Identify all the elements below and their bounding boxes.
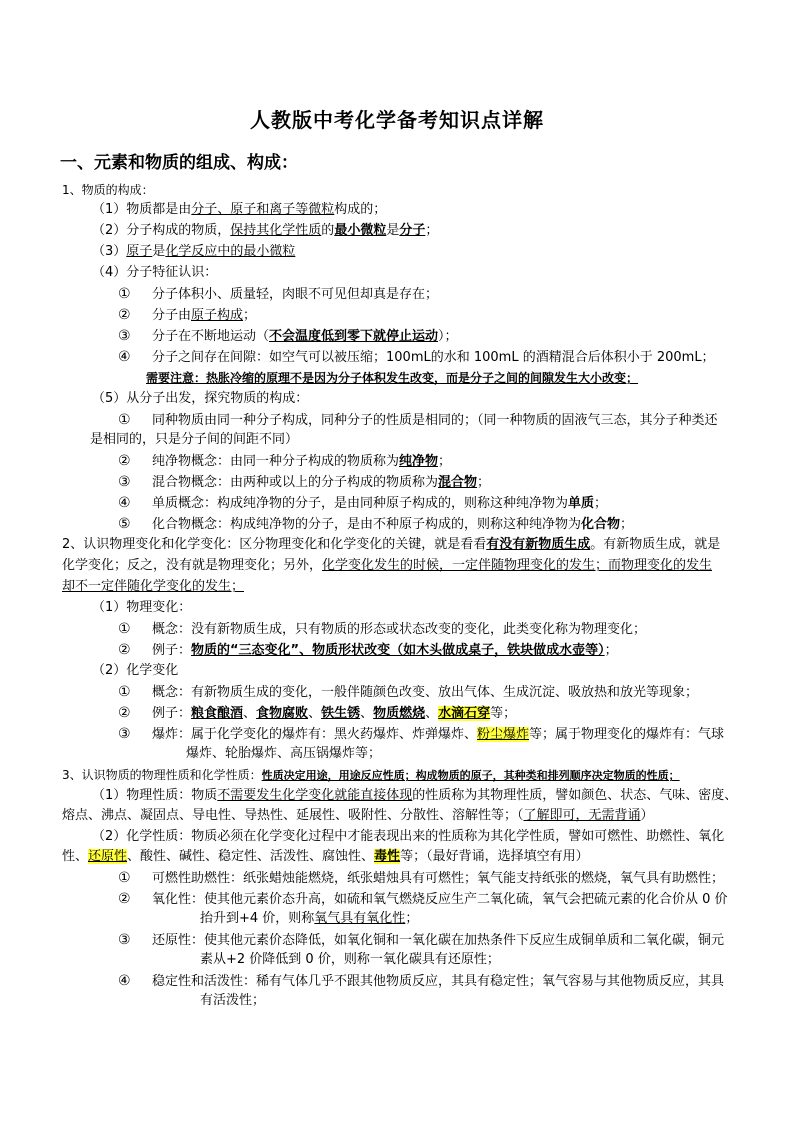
text: （1）物理性质：物质 xyxy=(92,788,218,803)
text: 2、认识物理变化和化学变化：区分物理变化和化学变化的关键，就是看看 xyxy=(62,537,487,552)
bold-text: 最小微粒 xyxy=(334,223,387,238)
text: （1）物质都是由 xyxy=(92,202,192,217)
text: 3、认识物质的物理性质和化学性质： xyxy=(62,768,262,782)
circled-number: ③ xyxy=(118,474,131,490)
highlighted-text: 水滴石穿 xyxy=(438,706,491,721)
circled-number: ② xyxy=(118,891,131,907)
list-item-continuation xyxy=(200,909,418,929)
paragraph-line xyxy=(62,556,712,576)
text: ； xyxy=(405,911,419,926)
text: 是 xyxy=(386,223,400,238)
circled-number: ② xyxy=(118,307,131,323)
list-item xyxy=(118,619,646,640)
text: 是 xyxy=(152,244,166,259)
bold-text: 化合物 xyxy=(581,517,621,532)
bold-text: 铁生锈 xyxy=(321,706,361,721)
circled-number: ① xyxy=(118,412,131,428)
text: 还原性：使其他元素价态降低，如氧化铜和一氧化碳在加热条件下反应生成铜单质和二氧化碳，铜元 xyxy=(152,933,725,948)
text: 概念：没有新物质生成，只有物质的形态或状态改变的变化，此类变化称为物理变化； xyxy=(152,622,647,637)
list-item xyxy=(118,305,256,326)
list-item xyxy=(118,889,728,910)
text: 例子： xyxy=(152,643,192,658)
text: 分子体积小、质量轻，肉眼不可见但却真是存在； xyxy=(152,287,439,302)
bold-text: 分子 xyxy=(399,223,426,238)
list-item xyxy=(118,724,724,745)
circled-number: ④ xyxy=(118,973,131,989)
highlighted-text: 还原性 xyxy=(88,849,128,864)
circled-number: ① xyxy=(118,286,131,302)
circled-number: ① xyxy=(118,684,131,700)
bold-text: 有没有新物质生成 xyxy=(486,537,591,552)
bold-text: 性质决定用途，用途反应性质；构成物质的原子，其种类和排列顺序决定物质的性质； xyxy=(261,769,680,782)
list-item xyxy=(118,682,698,703)
text: 。有新物质生成，就是 xyxy=(590,537,721,552)
list-item xyxy=(118,971,724,992)
circled-number: ③ xyxy=(118,726,131,742)
text: 化合物概念：构成纯净物的分子，是由不种原子构成的，则称这种纯净物为 xyxy=(152,517,582,532)
underlined-text: 保持其化学性质 xyxy=(230,223,322,238)
underlined-text: 了解即可，无需背诵 xyxy=(523,808,641,823)
sub-heading: （1）物理变化： xyxy=(92,600,192,615)
underlined-text: 不需要发生化学变化就能直接体现 xyxy=(217,788,413,803)
text: 、酸性、碱性、稳定性、活泼性、腐蚀性、 xyxy=(127,849,375,864)
line-1-3 xyxy=(92,242,295,262)
text: 单质概念：构成纯净物的分子，是由同种原子构成的，则称这种纯净物为 xyxy=(152,496,569,511)
text: ； xyxy=(594,496,608,511)
bold-text: 物质的“三态变化”、物质形状改变（如木头做成桌子，铁块做成水壶等） xyxy=(191,643,605,658)
underlined-text: 原子构成 xyxy=(191,308,244,323)
underlined-text: 原子 xyxy=(126,244,153,259)
text: 概念：有新物质生成的变化，一般伴随颜色改变、放出气体、生成沉淀、吸放热和放光等现象； xyxy=(152,685,699,700)
paragraph-line xyxy=(62,806,654,826)
underlined-text: 氧气具有氧化性 xyxy=(314,911,406,926)
subsection-1-heading: 1、物质的构成： xyxy=(62,183,154,197)
paragraph-line: 却不一定伴随化学变化的发生； xyxy=(62,579,245,594)
circled-number: ③ xyxy=(118,328,131,344)
list-item xyxy=(118,451,451,472)
page-title: 人教版中考化学备考知识点详解 xyxy=(250,108,544,132)
circled-number: ② xyxy=(118,453,131,469)
text: ）； xyxy=(438,329,458,344)
text: 熔点、沸点、凝固点、导电性、导热性、延展性、吸附性、分散性、溶解性等；（ xyxy=(62,808,524,823)
text: 同种物质由同一种分子构成，同种分子的性质是相同的；（同一种物质的固液气三态，其分子种类还 xyxy=(152,413,718,428)
text: 等；属于物理变化的爆炸有：气球 xyxy=(529,727,725,742)
list-item xyxy=(118,284,438,305)
list-item xyxy=(118,868,724,889)
list-item xyxy=(118,410,718,431)
circled-number: ② xyxy=(118,705,131,721)
text: 构成的； xyxy=(334,202,387,217)
text: ； xyxy=(425,223,439,238)
highlighted-text: 粉尘爆炸 xyxy=(477,727,530,742)
circled-number: ③ xyxy=(118,932,131,948)
highlighted-text: 毒性 xyxy=(374,849,401,864)
list-item xyxy=(118,472,490,493)
text: 、 xyxy=(308,706,322,721)
bold-text: 单质 xyxy=(568,496,595,511)
sub-heading: （2）化学变化 xyxy=(92,663,179,678)
text: 的性质称为其物理性质，譬如颜色、状态、气味、密度、 xyxy=(412,788,738,803)
list-item-continuation: 爆炸、轮胎爆炸、高压锅爆炸等； xyxy=(186,746,382,761)
text: 混合物概念：由两种或以上的分子构成的物质称为 xyxy=(152,475,439,490)
bold-text: 不会温度低到零下就停止运动 xyxy=(269,329,439,344)
text: 爆炸：属于化学变化的爆炸有：黑火药爆炸、炸弹爆炸、 xyxy=(152,727,478,742)
list-item xyxy=(118,930,724,951)
paragraph-line xyxy=(92,786,737,806)
list-item-continuation: 有活泼性； xyxy=(200,993,266,1008)
text: 等； xyxy=(490,706,517,721)
text: 例子： xyxy=(152,706,192,721)
text: 、 xyxy=(360,706,374,721)
text: 纯净物概念：由同一种分子构成的物质称为 xyxy=(152,454,400,469)
text: 性、 xyxy=(62,849,89,864)
list-item xyxy=(118,493,607,514)
circled-number: ⑤ xyxy=(118,516,131,532)
underlined-text: 化学反应中的最小微粒 xyxy=(165,244,296,259)
underlined-text: 分子、原子和离子等微粒 xyxy=(191,202,335,217)
bold-text: 食物腐败 xyxy=(256,706,309,721)
line-1-4: （4）分子特征认识： xyxy=(92,265,218,280)
section-heading-1: 一、元素和物质的组成、构成： xyxy=(60,153,298,173)
list-item xyxy=(118,347,715,368)
paragraph-line: （2）化学性质：物质必须在化学变化过程中才能表现出来的性质称为其化学性质，譬如可燃性、助燃性、氧化 xyxy=(92,829,725,844)
bold-text: 纯净物 xyxy=(399,454,439,469)
list-item xyxy=(118,703,516,724)
bold-text: 物质燃烧 xyxy=(373,706,426,721)
text: 化学变化；反之，没有就是物理变化；另外， xyxy=(62,558,323,573)
bold-text: 粮食酿酒 xyxy=(191,706,244,721)
line-1-5: （5）从分子出发，探究物质的构成： xyxy=(92,391,309,406)
text: 分子在不断地运动（ xyxy=(152,329,270,344)
text: 抬升到+4 价，则称 xyxy=(200,911,315,926)
paragraph-line xyxy=(62,847,589,867)
list-item xyxy=(118,514,633,535)
text: ； xyxy=(477,475,491,490)
list-item xyxy=(118,640,618,661)
text: 、 xyxy=(243,706,257,721)
line-1-2 xyxy=(92,221,438,241)
text: 分子之间存在间隙：如空气可以被压缩；100mL的水和 100mL 的酒精混合后体积小于 200mL； xyxy=(152,350,715,365)
line-1-1 xyxy=(92,200,386,220)
text: （2）分子构成的物质， xyxy=(92,223,231,238)
text: 、 xyxy=(425,706,439,721)
underlined-text: 化学变化发生的时候，一定伴随物理变化的发生；而物理变化的发生 xyxy=(322,558,713,573)
circled-number: ① xyxy=(118,870,131,886)
bold-text: 混合物 xyxy=(438,475,478,490)
text: 氧化性：使其他元素价态升高，如硫和氧气燃烧反应生产二氧化硫，氧气会把硫元素的化合价从 0 价 xyxy=(152,892,728,907)
text: 可燃性助燃性：纸张蜡烛能燃烧，纸张蜡烛具有可燃性；氧气能支持纸张的燃烧，氧气具有助燃性； xyxy=(152,871,725,886)
text: 分子由 xyxy=(152,308,192,323)
circled-number: ② xyxy=(118,642,131,658)
subsection-3-heading xyxy=(62,765,680,786)
circled-number: ① xyxy=(118,621,131,637)
list-item xyxy=(118,326,458,347)
text: 的 xyxy=(321,223,335,238)
subsection-2-heading xyxy=(62,535,720,555)
circled-number: ④ xyxy=(118,495,131,511)
text: ） xyxy=(640,808,654,823)
text: ； xyxy=(604,643,618,658)
text: 稳定性和活泼性：稀有气体几乎不跟其他物质反应，其具有稳定性；氧气容易与其他物质反应，其具 xyxy=(152,974,725,989)
note-text: 需要注意：热胀冷缩的原理不是因为分子体积发生改变，而是分子之间的间隙发生大小改变； xyxy=(146,371,639,385)
text: ； xyxy=(438,454,452,469)
text: 等；（最好背诵，选择填空有用） xyxy=(400,849,589,864)
text: ； xyxy=(620,517,634,532)
list-item-continuation: 素从+2 价降低到 0 价，则称一氧化碳具有还原性； xyxy=(200,952,500,967)
list-item-continuation: 是相同的，只是分子间的间距不同） xyxy=(90,432,299,447)
circled-number: ④ xyxy=(118,349,131,365)
text: （3） xyxy=(92,244,127,259)
text: ； xyxy=(243,308,257,323)
